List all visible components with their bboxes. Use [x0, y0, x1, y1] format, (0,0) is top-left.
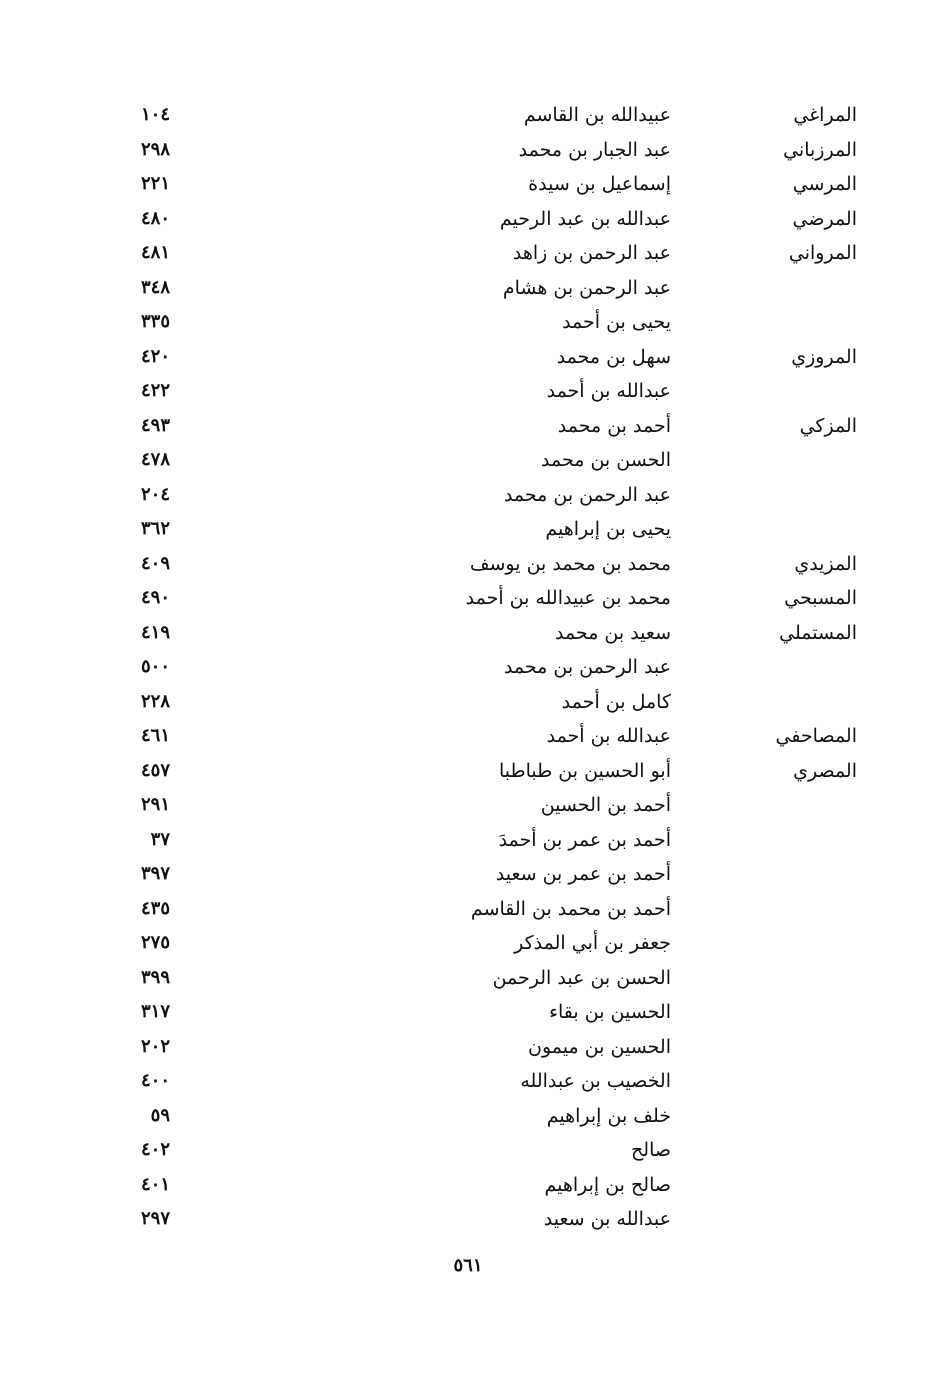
index-row — [0, 168, 937, 203]
person-name: الحسن بن محمد — [541, 449, 671, 471]
nisba-label: المراغي — [793, 104, 857, 126]
page-reference: ٢٠٢ — [140, 1035, 170, 1057]
index-row — [0, 858, 937, 893]
page-reference: ٥٩ — [150, 1104, 170, 1126]
person-name: محمد بن محمد بن يوسف — [469, 552, 671, 575]
person-name: أبو الحسين بن طباطبا — [498, 759, 671, 782]
person-name: عبدالله بن أحمد — [546, 380, 671, 402]
page-reference: ٣٩٩ — [140, 966, 170, 988]
index-row — [0, 306, 937, 341]
nisba-label: المصري — [793, 759, 857, 782]
page-reference: ٤٨١ — [140, 242, 170, 263]
person-name: صالح — [631, 1139, 671, 1161]
page-reference: ٣٦٢ — [140, 518, 170, 539]
index-row — [0, 789, 937, 824]
index-row — [0, 410, 937, 445]
page-reference: ٣٧ — [150, 828, 170, 850]
page-reference: ٥٠٠ — [140, 656, 170, 677]
index-row — [0, 617, 937, 652]
page-reference: ١٠٤ — [140, 104, 170, 125]
page-reference: ٤٢٢ — [140, 380, 170, 401]
index-row — [0, 375, 937, 410]
person-name: عبد الرحمن بن محمد — [503, 656, 671, 678]
nisba-label: المرواني — [788, 242, 857, 264]
person-name: محمد بن عبيدالله بن أحمد — [465, 587, 671, 609]
page-reference: ٢٩٧ — [140, 1208, 170, 1229]
index-row — [0, 1065, 937, 1100]
page-number: ٥٦١ — [453, 1255, 483, 1276]
page-reference: ٣٤٨ — [140, 276, 170, 298]
index-row — [0, 893, 937, 928]
page-reference: ٤٨٠ — [140, 207, 170, 229]
nisba-label: المرسي — [792, 173, 857, 195]
person-name: صالح بن إبراهيم — [544, 1173, 671, 1196]
person-name: خلف بن إبراهيم — [546, 1104, 671, 1127]
index-row — [0, 513, 937, 548]
index-row — [0, 99, 937, 134]
index-row — [0, 479, 937, 514]
page-reference: ٢٠٤ — [140, 483, 170, 505]
person-name: إسماعيل بن سيدة — [528, 173, 671, 195]
person-name: سهل بن محمد — [556, 345, 671, 368]
person-name: الحسين بن ميمون — [528, 1035, 671, 1058]
person-name: جعفر بن أبي المذكر — [514, 932, 671, 954]
page-reference: ٢٧٥ — [140, 932, 170, 953]
nisba-label: المستملي — [779, 621, 857, 644]
nisba-label: المصاحفي — [775, 725, 857, 747]
page-reference: ٤٧٨ — [140, 449, 170, 470]
index-row — [0, 927, 937, 962]
page-reference: ٤٠١ — [140, 1173, 170, 1195]
index-row — [0, 444, 937, 479]
person-name: أحمد بن الحسين — [540, 794, 671, 816]
person-name: كامل بن أحمد — [561, 690, 671, 713]
nisba-label: المزكي — [799, 414, 857, 437]
index-list — [0, 99, 937, 1238]
index-row — [0, 1100, 937, 1135]
nisba-label: المرضي — [792, 207, 857, 230]
index-row — [0, 1134, 937, 1169]
index-row — [0, 1203, 937, 1238]
person-name: عبيدالله بن القاسم — [523, 104, 671, 126]
page-reference: ٣٩٧ — [140, 863, 170, 884]
person-name: أحمد بن محمد — [557, 414, 671, 437]
person-name: عبد الرحمن بن زاهد — [512, 242, 671, 264]
person-name: عبد الرحمن بن محمد — [503, 483, 671, 506]
index-row — [0, 237, 937, 272]
page-reference: ٢٢١ — [140, 173, 170, 194]
person-name: الحسين بن بقاء — [549, 1001, 671, 1023]
person-name: أحمد بن عمر بن سعيد — [495, 863, 671, 885]
person-name: عبد الرحمن بن هشام — [502, 276, 671, 299]
index-row — [0, 686, 937, 721]
nisba-label: المروزي — [791, 345, 857, 368]
page-reference: ٤٠٢ — [140, 1139, 170, 1160]
person-name: الخصيب بن عبدالله — [520, 1070, 671, 1092]
person-name: عبدالله بن سعيد — [543, 1208, 671, 1230]
page-reference: ٤٠٠ — [140, 1070, 170, 1091]
index-row — [0, 1169, 937, 1204]
index-row — [0, 582, 937, 617]
index-row — [0, 651, 937, 686]
index-row — [0, 272, 937, 307]
index-row — [0, 134, 937, 169]
nisba-label: المرزباني — [783, 138, 857, 161]
index-row — [0, 548, 937, 583]
page-reference: ٣١٧ — [140, 1001, 170, 1022]
person-name: أحمد بن عمر بن أحمدَ — [498, 828, 671, 851]
person-name: سعيد بن محمد — [554, 621, 671, 644]
page-reference: ٢٩١ — [140, 794, 170, 815]
index-row — [0, 755, 937, 790]
page-reference: ٤٦١ — [140, 725, 170, 746]
person-name: عبدالله بن عبد الرحيم — [499, 207, 671, 230]
nisba-label: المسبحي — [784, 587, 857, 609]
page-reference: ٢٢٨ — [140, 690, 170, 712]
person-name: عبد الجبار بن محمد — [518, 138, 671, 161]
page-reference: ٤٩٠ — [140, 587, 170, 608]
page-reference: ٢٩٨ — [140, 138, 170, 160]
person-name: أحمد بن محمد بن القاسم — [470, 897, 671, 920]
page-reference: ٤٢٠ — [140, 345, 170, 367]
person-name: الحسن بن عبد الرحمن — [492, 966, 671, 989]
page-reference: ٣٣٥ — [140, 311, 170, 332]
index-row — [0, 720, 937, 755]
index-row — [0, 962, 937, 997]
index-row — [0, 341, 937, 376]
nisba-label: المزيدي — [794, 552, 857, 575]
page-reference: ٤٩٣ — [140, 414, 170, 436]
page-reference: ٤٥٧ — [140, 759, 170, 781]
person-name: عبدالله بن أحمد — [546, 725, 671, 747]
page-reference: ٤١٩ — [140, 621, 170, 643]
person-name: يحيى بن أحمد — [562, 311, 671, 333]
page-reference: ٤٣٥ — [140, 897, 170, 919]
index-row — [0, 203, 937, 238]
index-row — [0, 824, 937, 859]
person-name: يحيى بن إبراهيم — [545, 518, 671, 540]
index-row — [0, 1031, 937, 1066]
page-reference: ٤٠٩ — [140, 552, 170, 574]
index-row — [0, 996, 937, 1031]
